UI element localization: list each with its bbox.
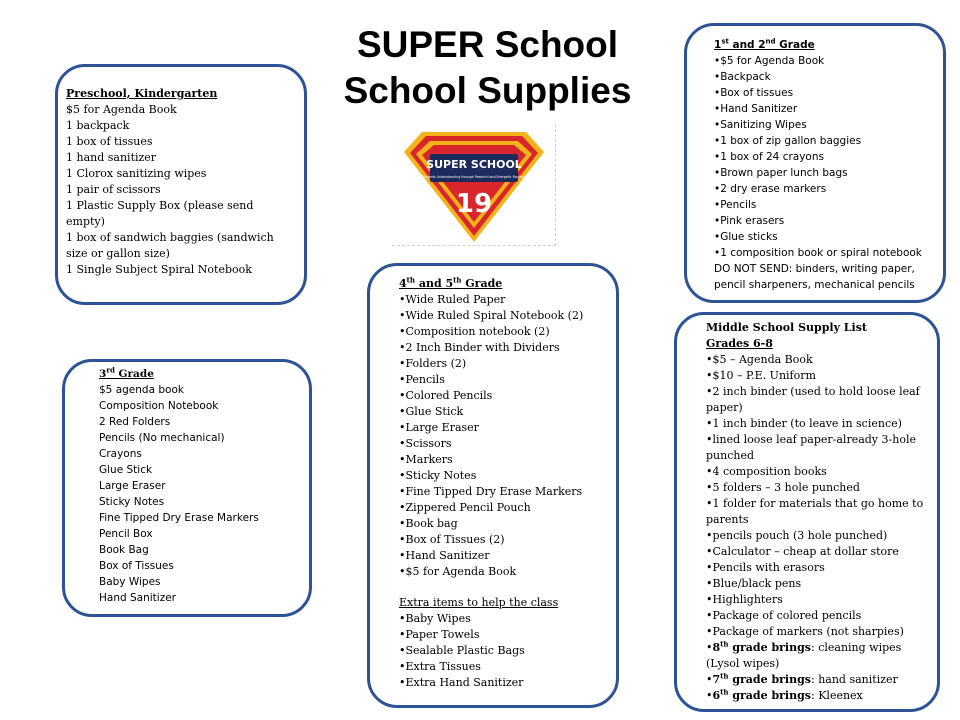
list-item: • Highlighters xyxy=(706,592,931,608)
list-item: 1 Plastic Supply Box (please send empty) xyxy=(66,199,254,228)
list-item: • 1 composition book or spiral notebook xyxy=(714,245,936,261)
list-item: • Package of colored pencils xyxy=(706,608,931,624)
do-not-send-note: DO NOT SEND: binders, writing paper, pencil sharpeners, mechanical pencils xyxy=(714,263,915,291)
list-item: • 1 box of zip gallon baggies xyxy=(714,133,936,149)
list-item: • Hand Sanitizer xyxy=(399,548,614,564)
title-line-1: SUPER School xyxy=(356,24,619,65)
list-item: • pencils pouch (3 hole punched) xyxy=(706,528,931,544)
grade-8-item: • 8th grade brings: cleaning wipes (Lysol wipes) xyxy=(706,640,931,672)
list-item: • Markers xyxy=(399,452,614,468)
list-item: • Pink erasers xyxy=(714,213,936,229)
middle-school-list xyxy=(706,320,931,704)
list-item: Box of Tissues xyxy=(99,560,174,572)
middle-school-grades: Grades 6-8 xyxy=(706,337,773,350)
list-item: Crayons xyxy=(99,448,142,460)
page-title xyxy=(340,22,635,114)
list-item: • Baby Wipes xyxy=(399,611,614,627)
list-item: Baby Wipes xyxy=(99,576,161,588)
list-item: Composition Notebook xyxy=(99,400,219,412)
list-item: 1 Single Subject Spiral Notebook xyxy=(66,263,252,276)
list-item: • Folders (2) xyxy=(399,356,614,372)
list-item: • Wide Ruled Paper xyxy=(399,292,614,308)
list-item: • Box of tissues xyxy=(714,85,936,101)
list-item: • Composition notebook (2) xyxy=(399,324,614,340)
preschool-list xyxy=(66,86,291,278)
list-item: • Glue Stick xyxy=(399,404,614,420)
list-item: • 2 Inch Binder with Dividers xyxy=(399,340,614,356)
grade-4-5-heading: 4th and 5th Grade xyxy=(399,275,503,290)
list-item: • $5 for Agenda Book xyxy=(714,53,936,69)
list-item: • $5 – Agenda Book xyxy=(706,352,931,368)
list-item: • Pencils xyxy=(399,372,614,388)
list-item: • 4 composition books xyxy=(706,464,931,480)
list-item: • Scissors xyxy=(399,436,614,452)
list-item: • 2 inch binder (used to hold loose leaf paper) xyxy=(706,384,931,416)
list-item: Fine Tipped Dry Erase Markers xyxy=(99,512,259,524)
list-item: • Pencils xyxy=(714,197,936,213)
grade-3-list xyxy=(99,366,304,606)
list-item: • Book bag xyxy=(399,516,614,532)
list-item: Book Bag xyxy=(99,544,149,556)
list-item: • Zippered Pencil Pouch xyxy=(399,500,614,516)
list-item: 1 pair of scissors xyxy=(66,183,161,196)
list-item: • Blue/black pens xyxy=(706,576,931,592)
list-item: • Extra Hand Sanitizer xyxy=(399,675,614,691)
grade-6-item: • 6th grade brings: Kleenex xyxy=(706,688,931,704)
list-item: • Sticky Notes xyxy=(399,468,614,484)
list-item: • Fine Tipped Dry Erase Markers xyxy=(399,484,614,500)
list-item: • 1 inch binder (to leave in science) xyxy=(706,416,931,432)
list-item: • Paper Towels xyxy=(399,627,614,643)
grade-3-heading: 3rd Grade xyxy=(99,365,154,380)
list-item: • Extra Tissues xyxy=(399,659,614,675)
logo-number: 19 xyxy=(455,189,493,219)
list-item: • 5 folders – 3 hole punched xyxy=(706,480,931,496)
list-item: Sticky Notes xyxy=(99,496,165,508)
preschool-heading: Preschool, Kindergarten xyxy=(66,87,218,100)
list-item: $5 agenda book xyxy=(99,384,184,396)
grade-7-item: • 7th grade brings: hand sanitizer xyxy=(706,672,931,688)
list-item: 1 box of sandwich baggies (sandwich size or gallon size) xyxy=(66,231,274,260)
middle-school-heading: Middle School Supply List xyxy=(706,321,867,334)
logo-main-text: SUPER SCHOOL xyxy=(426,158,522,171)
list-item: • Calculator – cheap at dollar store xyxy=(706,544,931,560)
list-item: • Glue sticks xyxy=(714,229,936,245)
list-item: 1 Clorox sanitizing wipes xyxy=(66,167,207,180)
list-item: $5 for Agenda Book xyxy=(66,103,177,116)
list-item: • 1 box of 24 crayons xyxy=(714,149,936,165)
list-item: Pencils (No mechanical) xyxy=(99,432,225,444)
list-item: Pencil Box xyxy=(99,528,153,540)
list-item: • $5 for Agenda Book xyxy=(399,564,614,580)
extra-items-heading: Extra items to help the class xyxy=(399,596,559,609)
title-line-2: School Supplies xyxy=(343,70,632,111)
list-item: • 2 dry erase markers xyxy=(714,181,936,197)
list-item: 1 backpack xyxy=(66,119,130,132)
list-item: 1 hand sanitizer xyxy=(66,151,157,164)
list-item: • Wide Ruled Spiral Notebook (2) xyxy=(399,308,614,324)
list-item: Hand Sanitizer xyxy=(99,592,176,604)
list-item: • Pencils with erasors xyxy=(706,560,931,576)
list-item: • Sealable Plastic Bags xyxy=(399,643,614,659)
list-item: Glue Stick xyxy=(99,464,153,476)
grade-1-2-list xyxy=(714,37,936,293)
spacer xyxy=(399,580,614,595)
list-item: • Large Eraser xyxy=(399,420,614,436)
list-item: 2 Red Folders xyxy=(99,416,171,428)
list-item: 1 box of tissues xyxy=(66,135,153,148)
list-item: • Box of Tissues (2) xyxy=(399,532,614,548)
grade-4-5-list xyxy=(399,276,614,691)
logo-sub-text: Students Understanding through Powerful and Energetic Routines xyxy=(421,175,527,179)
list-item: Large Eraser xyxy=(99,480,166,492)
list-item: • Hand Sanitizer xyxy=(714,101,936,117)
super-school-logo xyxy=(392,124,556,246)
list-item: • $10 – P.E. Uniform xyxy=(706,368,931,384)
list-item: • 1 folder for materials that go home to parents xyxy=(706,496,931,528)
list-item: • Backpack xyxy=(714,69,936,85)
list-item: • Colored Pencils xyxy=(399,388,614,404)
list-item: • Package of markers (not sharpies) xyxy=(706,624,931,640)
list-item: • lined loose leaf paper-already 3-hole punched xyxy=(706,432,931,464)
list-item: • Brown paper lunch bags xyxy=(714,165,936,181)
list-item: • Sanitizing Wipes xyxy=(714,117,936,133)
logo-shield-icon xyxy=(392,124,556,246)
grade-1-2-heading: 1st and 2nd Grade xyxy=(714,37,815,51)
